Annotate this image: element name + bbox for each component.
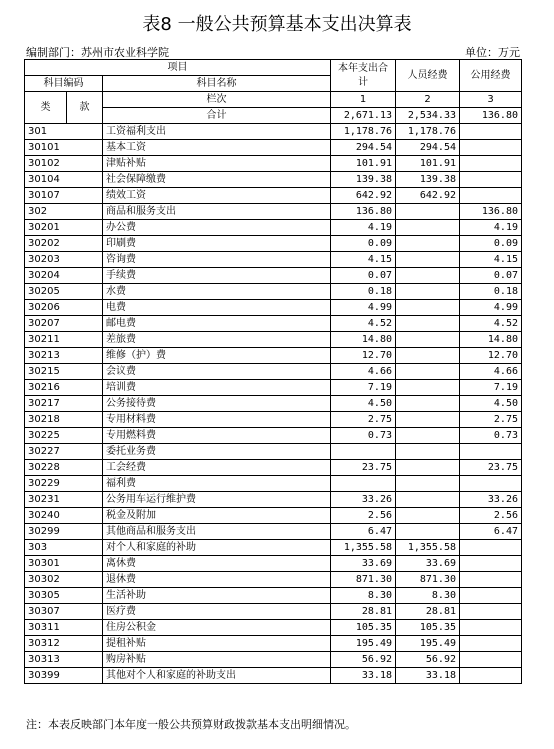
row-total: 23.75: [331, 460, 396, 476]
header-lanci: 栏次: [103, 92, 331, 108]
row-public: 4.15: [460, 252, 522, 268]
row-total: 4.15: [331, 252, 396, 268]
row-personnel: 33.18: [396, 668, 460, 684]
row-name: 维修（护）费: [103, 348, 331, 364]
row-name: 社会保障缴费: [103, 172, 331, 188]
table-row: [25, 140, 522, 156]
row-personnel: [396, 316, 460, 332]
table-row: [25, 508, 522, 524]
table-row: [25, 380, 522, 396]
row-code: 30225: [25, 428, 103, 444]
row-name: 退休费: [103, 572, 331, 588]
row-name: 工资福利支出: [103, 124, 331, 140]
row-public: 2.56: [460, 508, 522, 524]
row-total: 642.92: [331, 188, 396, 204]
table-row: [25, 364, 522, 380]
row-code: 30211: [25, 332, 103, 348]
row-public: [460, 556, 522, 572]
header-col3: 3: [460, 92, 522, 108]
row-total: 4.52: [331, 316, 396, 332]
row-total: 1,355.58: [331, 540, 396, 556]
row-public: [460, 140, 522, 156]
row-public: [460, 636, 522, 652]
row-personnel: 56.92: [396, 652, 460, 668]
row-total: 14.80: [331, 332, 396, 348]
row-code: 30206: [25, 300, 103, 316]
row-name: 办公费: [103, 220, 331, 236]
row-code: 30313: [25, 652, 103, 668]
table-row: [25, 252, 522, 268]
row-name: 提租补贴: [103, 636, 331, 652]
row-public: 4.19: [460, 220, 522, 236]
row-public: 4.52: [460, 316, 522, 332]
row-code: 30102: [25, 156, 103, 172]
row-personnel: [396, 268, 460, 284]
table-row: [25, 284, 522, 300]
row-name: 专用燃料费: [103, 428, 331, 444]
table-row: [25, 588, 522, 604]
row-personnel: 294.54: [396, 140, 460, 156]
row-total: 4.50: [331, 396, 396, 412]
header-personnel: 人员经费: [396, 60, 460, 92]
row-total: 33.18: [331, 668, 396, 684]
row-name: 基本工资: [103, 140, 331, 156]
row-code: 30299: [25, 524, 103, 540]
department-label: 编制部门：苏州市农业科学院: [26, 46, 169, 59]
row-public: 12.70: [460, 348, 522, 364]
row-code: 30227: [25, 444, 103, 460]
row-name: 印刷费: [103, 236, 331, 252]
row-code: 30101: [25, 140, 103, 156]
row-code: 30213: [25, 348, 103, 364]
row-public: [460, 588, 522, 604]
row-name: 税金及附加: [103, 508, 331, 524]
row-name: 离休费: [103, 556, 331, 572]
row-code: 303: [25, 540, 103, 556]
row-public: 4.50: [460, 396, 522, 412]
table-row: [25, 604, 522, 620]
row-code: 30229: [25, 476, 103, 492]
row-total: 871.30: [331, 572, 396, 588]
row-personnel: [396, 444, 460, 460]
row-code: 30207: [25, 316, 103, 332]
row-personnel: [396, 252, 460, 268]
total-row-label: 合计: [103, 108, 331, 124]
table-row: [25, 444, 522, 460]
row-total: [331, 476, 396, 492]
table-row: [25, 348, 522, 364]
total-row-total: 2,671.13: [331, 108, 396, 124]
row-code: 30218: [25, 412, 103, 428]
header-item: 项目: [25, 60, 331, 76]
row-name: 工会经费: [103, 460, 331, 476]
row-total: 8.30: [331, 588, 396, 604]
row-personnel: 8.30: [396, 588, 460, 604]
row-personnel: [396, 508, 460, 524]
row-personnel: [396, 428, 460, 444]
row-name: 电费: [103, 300, 331, 316]
row-name: 津贴补贴: [103, 156, 331, 172]
row-name: 其他对个人和家庭的补助支出: [103, 668, 331, 684]
row-name: 住房公积金: [103, 620, 331, 636]
header-lei: 类: [25, 92, 67, 124]
expenditure-table: [24, 59, 522, 684]
row-total: 0.09: [331, 236, 396, 252]
row-personnel: 139.38: [396, 172, 460, 188]
row-code: 30311: [25, 620, 103, 636]
row-total: 4.19: [331, 220, 396, 236]
row-code: 30228: [25, 460, 103, 476]
row-public: [460, 124, 522, 140]
header-name: 科目名称: [103, 76, 331, 92]
row-code: 30107: [25, 188, 103, 204]
row-public: [460, 572, 522, 588]
total-row-public: 136.80: [460, 108, 522, 124]
header-col2: 2: [396, 92, 460, 108]
footnote: 注：本表反映部门本年度一般公共预算财政拨款基本支出明细情况。: [26, 718, 356, 731]
row-total: 6.47: [331, 524, 396, 540]
row-name: 公务用车运行维护费: [103, 492, 331, 508]
table-row: [25, 540, 522, 556]
header-col1: 1: [331, 92, 396, 108]
row-total: 33.69: [331, 556, 396, 572]
row-code: 30203: [25, 252, 103, 268]
row-code: 30215: [25, 364, 103, 380]
row-personnel: [396, 348, 460, 364]
row-total: [331, 444, 396, 460]
row-personnel: 101.91: [396, 156, 460, 172]
row-personnel: [396, 284, 460, 300]
row-total: 0.07: [331, 268, 396, 284]
row-public: 4.99: [460, 300, 522, 316]
row-personnel: 28.81: [396, 604, 460, 620]
row-public: 0.73: [460, 428, 522, 444]
table-body: [25, 124, 522, 684]
row-personnel: 33.69: [396, 556, 460, 572]
row-personnel: 105.35: [396, 620, 460, 636]
row-public: [460, 444, 522, 460]
row-code: 30399: [25, 668, 103, 684]
row-code: 30204: [25, 268, 103, 284]
row-total: 12.70: [331, 348, 396, 364]
row-name: 购房补贴: [103, 652, 331, 668]
row-total: 136.80: [331, 204, 396, 220]
row-public: 2.75: [460, 412, 522, 428]
row-total: 195.49: [331, 636, 396, 652]
row-code: 30231: [25, 492, 103, 508]
row-personnel: [396, 204, 460, 220]
row-total: 105.35: [331, 620, 396, 636]
header-total: 本年支出合计: [331, 60, 396, 92]
row-code: 30305: [25, 588, 103, 604]
row-name: 会议费: [103, 364, 331, 380]
table-row: [25, 204, 522, 220]
table-row: [25, 412, 522, 428]
table-row: [25, 172, 522, 188]
row-personnel: 1,355.58: [396, 540, 460, 556]
row-name: 公务接待费: [103, 396, 331, 412]
row-personnel: [396, 332, 460, 348]
table-row: [25, 316, 522, 332]
row-total: 139.38: [331, 172, 396, 188]
row-name: 委托业务费: [103, 444, 331, 460]
row-name: 生活补助: [103, 588, 331, 604]
row-code: 301: [25, 124, 103, 140]
row-total: 294.54: [331, 140, 396, 156]
row-public: 14.80: [460, 332, 522, 348]
row-name: 对个人和家庭的补助: [103, 540, 331, 556]
row-public: 4.66: [460, 364, 522, 380]
unit-label: 单位：万元: [465, 46, 520, 59]
table-row: [25, 156, 522, 172]
row-public: 23.75: [460, 460, 522, 476]
row-code: 30301: [25, 556, 103, 572]
table-row: [25, 268, 522, 284]
row-public: 7.19: [460, 380, 522, 396]
row-total: 2.75: [331, 412, 396, 428]
row-public: 136.80: [460, 204, 522, 220]
header-public: 公用经费: [460, 60, 522, 92]
table-row: [25, 220, 522, 236]
table-row: [25, 460, 522, 476]
row-personnel: 1,178.76: [396, 124, 460, 140]
table-row: [25, 556, 522, 572]
row-personnel: [396, 396, 460, 412]
table-row: [25, 428, 522, 444]
row-public: [460, 540, 522, 556]
row-name: 邮电费: [103, 316, 331, 332]
row-personnel: [396, 460, 460, 476]
row-total: 4.66: [331, 364, 396, 380]
row-public: 33.26: [460, 492, 522, 508]
row-public: [460, 172, 522, 188]
row-personnel: 195.49: [396, 636, 460, 652]
row-name: 医疗费: [103, 604, 331, 620]
row-name: 商品和服务支出: [103, 204, 331, 220]
row-code: 30202: [25, 236, 103, 252]
row-total: 7.19: [331, 380, 396, 396]
row-name: 福利费: [103, 476, 331, 492]
table-row: [25, 236, 522, 252]
row-personnel: [396, 236, 460, 252]
row-public: 6.47: [460, 524, 522, 540]
row-code: 30302: [25, 572, 103, 588]
row-public: [460, 652, 522, 668]
table-row: [25, 620, 522, 636]
row-name: 水费: [103, 284, 331, 300]
row-code: 30216: [25, 380, 103, 396]
row-personnel: [396, 524, 460, 540]
table-row: [25, 572, 522, 588]
row-total: 28.81: [331, 604, 396, 620]
table-row: [25, 492, 522, 508]
row-name: 绩效工资: [103, 188, 331, 204]
page-title: 表8 一般公共预算基本支出决算表: [142, 14, 412, 35]
table-row: [25, 476, 522, 492]
table-row: [25, 668, 522, 684]
row-name: 其他商品和服务支出: [103, 524, 331, 540]
table-row: [25, 524, 522, 540]
table-row: [25, 636, 522, 652]
row-name: 手续费: [103, 268, 331, 284]
row-public: 0.18: [460, 284, 522, 300]
total-row-personnel: 2,534.33: [396, 108, 460, 124]
row-personnel: [396, 412, 460, 428]
row-personnel: [396, 380, 460, 396]
row-name: 专用材料费: [103, 412, 331, 428]
row-personnel: 642.92: [396, 188, 460, 204]
header-kuan: 款: [67, 92, 103, 124]
table-row: [25, 188, 522, 204]
row-public: 0.09: [460, 236, 522, 252]
row-name: 差旅费: [103, 332, 331, 348]
row-public: [460, 668, 522, 684]
row-total: 56.92: [331, 652, 396, 668]
row-public: [460, 476, 522, 492]
row-code: 30217: [25, 396, 103, 412]
row-public: 0.07: [460, 268, 522, 284]
row-personnel: [396, 220, 460, 236]
row-total: 33.26: [331, 492, 396, 508]
row-personnel: [396, 492, 460, 508]
row-public: [460, 604, 522, 620]
row-public: [460, 188, 522, 204]
row-total: 0.73: [331, 428, 396, 444]
row-name: 咨询费: [103, 252, 331, 268]
row-public: [460, 156, 522, 172]
row-personnel: [396, 300, 460, 316]
row-total: 4.99: [331, 300, 396, 316]
row-name: 培训费: [103, 380, 331, 396]
row-code: 30104: [25, 172, 103, 188]
table-row: [25, 652, 522, 668]
row-personnel: [396, 476, 460, 492]
row-total: 101.91: [331, 156, 396, 172]
row-total: 1,178.76: [331, 124, 396, 140]
header-code: 科目编码: [25, 76, 103, 92]
table-row: [25, 300, 522, 316]
row-code: 30201: [25, 220, 103, 236]
row-total: 2.56: [331, 508, 396, 524]
table-row: [25, 332, 522, 348]
row-code: 302: [25, 204, 103, 220]
row-code: 30240: [25, 508, 103, 524]
row-public: [460, 620, 522, 636]
row-code: 30205: [25, 284, 103, 300]
row-personnel: 871.30: [396, 572, 460, 588]
row-code: 30312: [25, 636, 103, 652]
row-personnel: [396, 364, 460, 380]
row-total: 0.18: [331, 284, 396, 300]
table-row: [25, 396, 522, 412]
row-code: 30307: [25, 604, 103, 620]
table-row: [25, 124, 522, 140]
